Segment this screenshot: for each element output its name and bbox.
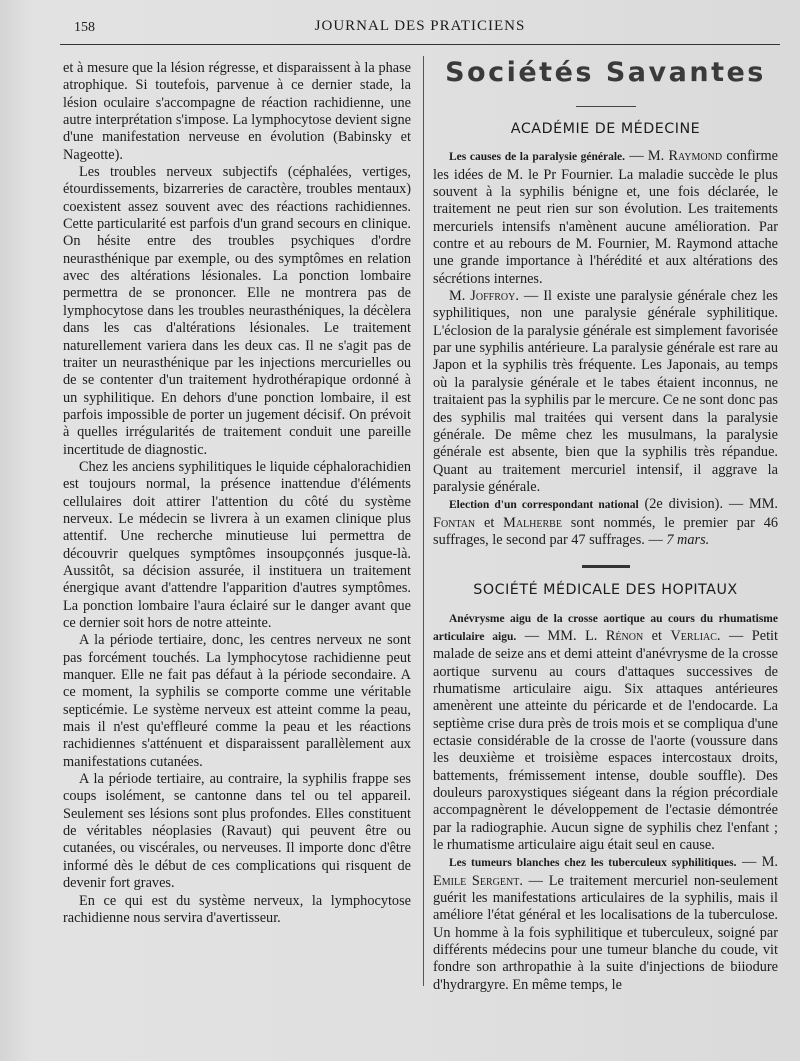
academie-paragraph-1: Les causes de la paralysie générale. — M. Raymond confirme les idées de M. le Pr Fournier. La maladie succède le plus souvent à la syphilis bénigne et, une fois déclarée, le traitement ne peut rien sur son évolution. Les traitements mercuriels intensifs n'amènent aucune amélioration. Par contre et au rebours de M. Fournier, M. Raymond attache une grande importance à l'hérédité et aux altérations des sécrétions internes. — [433, 148, 778, 287]
academie-heading: ACADÉMIE DE MÉDECINE — [510, 121, 701, 137]
hopitaux-paragraph-2: Les tumeurs blanches chez les tuberculeux syphilitiques. — M. Emile Sergent. — Le traitement mercuriel non-seulement guérit les manifestations articulaires de la syphilis, mais il améliore l'état général et les localisations de la tuberculose. Un homme à la fois syphilitique et tuberculeux, soigné par différents médecins pour une tumeur blanche du coude, vit fondre son arthropathie à la suite d'injections de biiodure d'hydrargyre. En même temps, le — [433, 854, 779, 993]
author-name: Verliac — [670, 627, 717, 644]
author-name: L. Rénon — [585, 627, 644, 644]
paragraph: Les troubles nerveux subjectifs (céphalées, vertiges, étourdissements, bizarreries de caractère, troubles mentaux) coexistent assez souvent avec des réactions rachidiennes. Cette particularité est parfois d'un grand secours en clinique. On hésite entre des troubles psychiques d'ordre neurasthénique par exemple, ou des symptômes en relation avec des altérations lésionales. La ponction lombaire permettra de se prononcer. Elle ne montrera pas de lymphocytose dans les troubles neurasthéniques, la décèlera dans les cas d'altérations lésionales. Le traitement naturellement variera dans les deux cas. Il ne s'agit pas de traiter un neurasthénique par les injections mercurielles ou de se contenter d'un traitement hydrothérapique ordonné à un syphilitique. En dehors d'une ponction lombaire, il est parfois impossible de porter un jugement décisif. On prévoit à quelles irrégularités de traitement conduit une pareille incertitude de diagnostic. — [63, 164, 411, 458]
author-name: Raymond — [668, 148, 723, 165]
journal-title: JOURNAL DES PRATICIENS — [314, 18, 526, 34]
paragraph: En ce qui est du système nerveux, la lymphocytose rachidienne nous servira d'avertisseur. — [63, 892, 411, 926]
left-column — [63, 60, 411, 927]
page-header — [60, 16, 780, 40]
report-lead: Anévrysme aigu de la crosse aortique au cours du rhumatisme articulaire aigu. — [433, 612, 778, 643]
hopitaux-paragraph-1: Anévrysme aigu de la crosse aortique au cours du rhumatisme articulaire aigu. — MM. L. Rénon et Verliac. — Petit malade de seize ans et demi atteint d'anévrysme de la crosse aortique survenu au cours d'attaques successives de rhumatisme articulaire aigu. Six attaques antérieures amenèrent une atteinte du péricarde et de l'endocarde. La septième crise dura près de trois mois et se compliqua d'une ectasie considérable de la crosse de l'aorte (voussure dans les deuxième et troisième espaces intercostaux droits, battements, frémissement intense, double souffle). Des douleurs paroxystiques siégeant dans la région précordiale accompagnèrent le développement de l'ectasie démontrée par la radiographie. Aucun signe de syphilis chez l'enfant ; le rhumatisme articulaire aigu était seul en cause. — [433, 612, 778, 854]
section-title: Sociétés Savantes — [445, 57, 766, 88]
title-rule — [576, 106, 636, 107]
academie-paragraph-2: M. Joffroy. — Il existe une paralysie générale chez les syphilitiques, non une paralysie générale syphilitique. L'éclosion de la paralysie générale est simplement favorisée par une syphilis antérieure. La paralysie générale est rare au Japon et la syphilis très fréquente. Les Japonais, au temps où la paralysie générale et le tabes étaient inconnus, ne traitaient pas la syphilis par le mercure. Ce ne sont donc pas des syphilis mal traitées qui versent dans la paralysie générale. De même chez les musulmans, la paralysie générale est absente, bien que la syphilis très répandue. Quant au traitement mercuriel intensif, il aggrave la paralysie générale. — [433, 288, 778, 495]
report-lead: Les causes de la paralysie générale. — [449, 151, 626, 164]
author-name: Fontan — [433, 514, 476, 531]
author-name: Emile Sergent — [433, 872, 520, 889]
author-name: Joffroy — [470, 288, 516, 305]
paragraph: et à mesure que la lésion régresse, et disparaissent à la phase atrophique. Si toutefois, parvenue à ce dernier stade, la lésion oculaire s'accompagne de réaction rachidienne, une autre interprétation s'impose. La lymphocytose devient signe d'une manifestation nerveuse en évolution (Babinsky et Nageotte). — [63, 60, 411, 163]
header-rule — [60, 44, 780, 45]
report-lead: Les tumeurs blanches chez les tuberculeux syphilitiques. — [449, 857, 737, 870]
academie-paragraph-3: Election d'un correspondant national (2e division). — MM. Fontan et Malherbe sont nommés, le premier par 46 suffrages, le second par 47 suffrages. — 7 mars. — [433, 496, 779, 548]
column-divider — [423, 56, 424, 986]
paragraph: Chez les anciens syphilitiques le liquide céphalorachidien est toujours normal, la présence inattendue d'éléments cellulaires doit attirer l'attention du côté du système nerveux. Le médecin se livrera à un examen clinique plus attentif. Une recherche minutieuse lui permettra de découvrir quelques symptômes insoupçonnés jusque-là. Aussitôt, sa décision assurée, il instituera un traitement énergique avant d'attendre l'apparition d'autres symptômes. La ponction lombaire l'aura éclairé sur le danger avant que ce dernier soit hors de notre atteinte. — [63, 458, 411, 631]
report-lead: Election d'un correspondant national — [449, 499, 639, 512]
section-separator — [582, 565, 630, 568]
paragraph: A la période tertiaire, donc, les centres nerveux ne sont pas forcément touchés. La lymphocytose rachidienne peut manquer. Elle ne fait pas défaut à la période secondaire. A ce moment, la syphilis se comporte comme une véritable septicémie. Le système nerveux est atteint comme la peau, mais il n'est qu'effleuré comme la peau et les réactions rachidiennes s'atténuent et disparaissent parallèlement aux manifestations cutanées. — [63, 632, 411, 770]
paragraph: A la période tertiaire, au contraire, la syphilis frappe ses coups isolément, se cantonne dans tel ou tel appareil. Seulement ses lésions sont plus profondes. Elles constituent de véritables néoplasies (Ravaut) qui peuvent être ou cutanées, ou viscérales, ou nerveuses. Il importe donc d'être informé dès le début de ces complications qui risquent de devenir fort graves. — [63, 771, 411, 892]
page-number: 158 — [74, 20, 95, 35]
report-date: 7 mars. — [666, 531, 710, 548]
right-column — [433, 57, 779, 994]
hopitaux-heading: SOCIÉTÉ MÉDICALE DES HOPITAUX — [473, 582, 738, 599]
author-name: Malherbe — [503, 514, 562, 531]
